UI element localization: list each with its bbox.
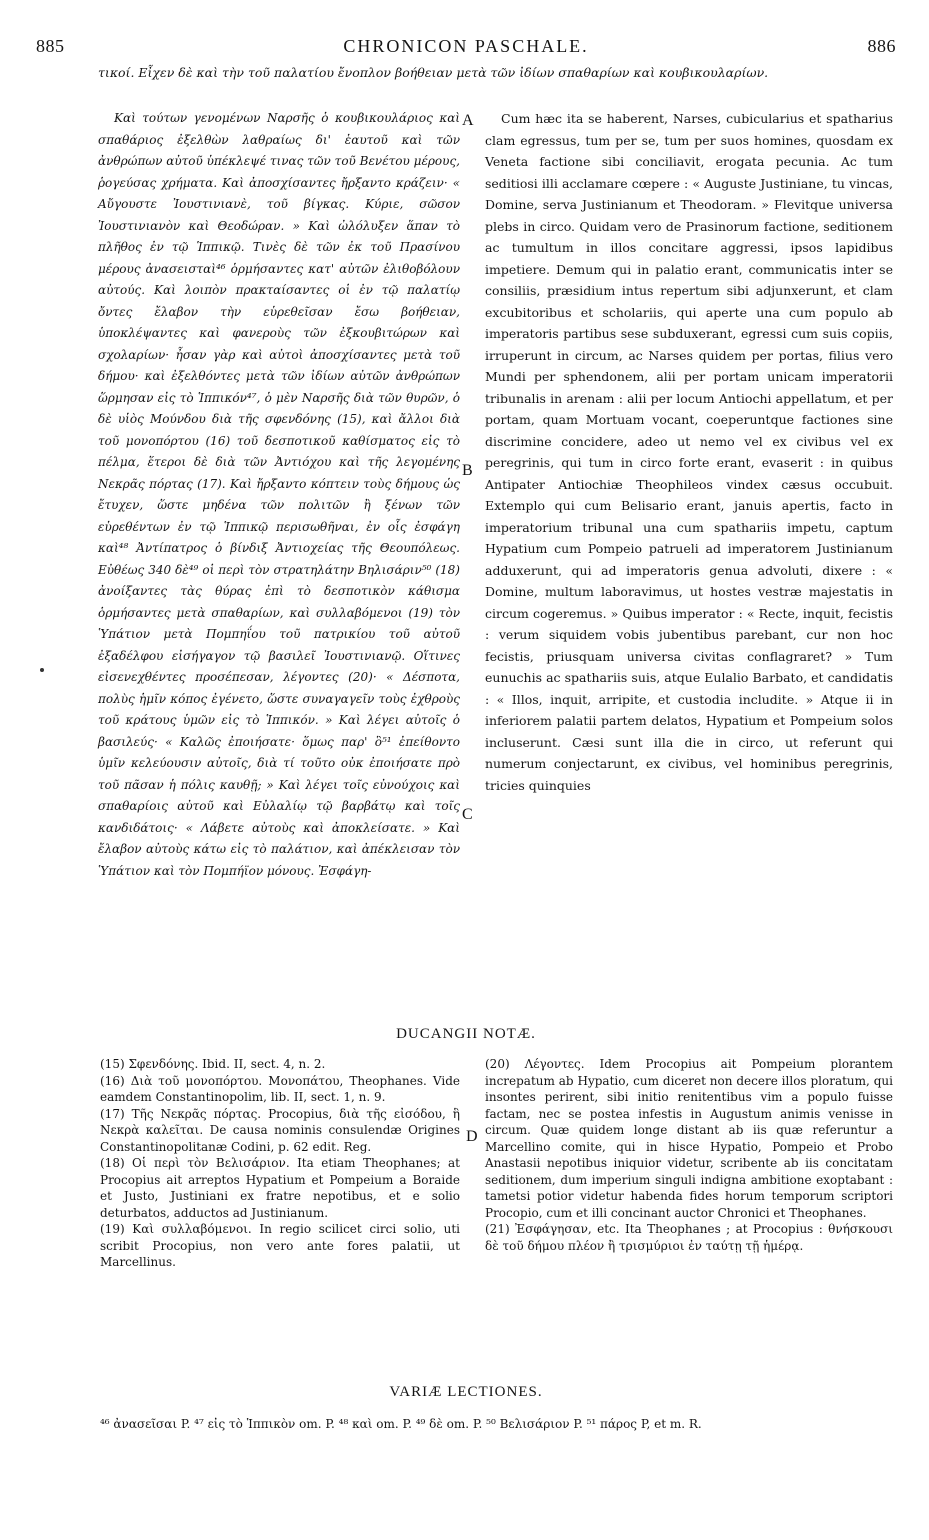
notes-heading: DUCANGII NOTÆ. — [396, 1026, 536, 1042]
intro-line: τικοί. Εἶχεν δὲ καὶ τὴν τοῦ παλατίου ἔνοπλον βοήθειαν μετὰ τῶν ἰδίων σπαθαρίων καὶ κουβικουλαρίων. — [98, 65, 769, 80]
margin-marker-c: C — [462, 806, 473, 823]
variant-readings: ⁴⁶ ἀνασεῖσαι P. ⁴⁷ εἰς τὸ Ἱππικὸν om. P. ⁴⁸ καὶ om. P. ⁴⁹ δὲ om. P. ⁵⁰ Βελισάριον P. ⁵¹ πάρος P, et m. R. — [100, 1417, 702, 1431]
note-item: (18) Οἱ περὶ τὸν Βελισάριον. Ita etiam Theophanes; at Procopius ait arreptos Hypatium et Pompeium a Boraide et Justo, Justiniani ex fratre nepotibus, et e solio deturbatos, adductos ad Justinianum. — [100, 1156, 460, 1220]
running-title: CHRONICON PASCHALE. — [343, 36, 589, 56]
page-number-right: 886 — [867, 36, 896, 56]
latin-column — [485, 108, 893, 796]
notes-right-column — [485, 1056, 893, 1254]
notes-left-column — [100, 1056, 460, 1271]
note-item: (19) Καὶ συλλαβόμενοι. In regio scilicet circi solio, uti scribit Procopius, non vero ante fores palatii, ut Marcellinus. — [100, 1222, 460, 1269]
note-item: (15) Σφενδόνης. Ibid. II, sect. 4, n. 2. — [100, 1057, 326, 1071]
margin-marker-b: B — [462, 462, 473, 479]
note-item: (17) Τῆς Νεκρᾶς πόρτας. Procopius, διὰ τῆς εἰσόδου, ἣ Νεκρὰ καλεῖται. De causa nominis consulendæ Origines Constantinopolitanæ Codini, p. 62 edit. Reg. — [100, 1106, 460, 1154]
margin-marker-d: D — [466, 1128, 478, 1145]
margin-dot — [40, 668, 44, 672]
page-number-left: 885 — [36, 36, 65, 56]
note-item: (20) Λέγοντες. Idem Procopius ait Pompeium plorantem increpatum ab Hypatio, cum diceret non decere illos ploratum, qui insontes perirent, sibi initio renitentibus vim a populo fuisse factam, nec se postea infestis in Augustum animis venisse in circum. Quæ quidem longe distant ab iis quæ referuntur a Marcellino comite, qui in hisce Hypatio, Pompeio et Probo Anastasii nepotibus iniquior videtur, scribente ab iis concitatam seditionem, dum imperium singuli indigna ambitione exoptabant : tametsi potior videtur habenda fides horum temporum scriptori Procopio, cum et illi concinant auctor Chronici et Theophanes. — [485, 1057, 893, 1220]
latin-paragraph: Cum hæc ita se haberent, Narses, cubicularius et spatharius clam egressus, tum per se, tum per suos homines, quosdam ex Veneta factione sibi conciliavit, erogata pecunia. Ac tum seditiosi illi acclamare cœpere : « Auguste Justiniane, tu vincas, Domine, serva Justinianum et Theodoram. » Flevitque universa plebs in circo. Quidam vero de Prasinorum factione, seditionem ac tumultum in illos concitare aggressi, ipsos lapidibus impetiere. Demum qui in palatio erant, communicatis inter se consiliis, præsidium intus repertum sibi adjunxerunt, et clam excubitoribus et scholariis, qui aperte una cum populo ab imperatoris partibus sese subduxerant, egressi cum suis copiis, irruperunt in circum, ac Narses quidem per portas, filius vero Mundi per sphendonem, alii per portam unicam imperatorii tribunalis in arenam : alii per locum Antiochi appellatum, et per portam, quam Mortuam vocant, coeperuntque factiones sine discrimine concidere, adeo ut nemo vel ex civibus vel ex peregrinis, qui tum in circo forte erant, evaserit : in quibus Antipater Antiochiæ Theophileos vindex cæsus occubuit. Extemplo qui cum Belisario erant, januis apertis, facto in imperatorium tribunal una cum spathariis impetu, captum Hypatium cum Pompeio patrueli ad imperatorem Justinianum adduxerunt, qui ad imperatoris genua advoluti, dixere : « Domine, multum laboravimus, ut hostes vestræ majestatis in circum cogeremus. » Quibus imperator : « Recte, inquit, fecistis : verum siquidem vobis jubentibus parebant, cur non hoc fecistis, priusquam universa civitas conflagraret? » Tum eunuchis ac spathariis suis, atque Eulalio Barbato, et candidatis : « Illos, inquit, arripite, et custodia includite. » Atque ii in inferiorem palatii partem delatos, Hypatium et Pompeium solos incluserunt. Cæsi sunt illa die in circo, ut referunt qui numerum conjectarunt, ex civibus, vel hominibus peregrinis, tricies quinquies — [485, 111, 893, 793]
variants-heading: VARIÆ LECTIONES. — [389, 1384, 543, 1400]
note-item: (16) Διὰ τοῦ μονοπόρτου. Μονοπάτου, Theophanes. Vide eamdem Constantinopolim, lib. II, sect. 1, n. 9. — [100, 1073, 460, 1104]
margin-marker-a: A — [462, 112, 474, 129]
greek-column — [98, 108, 460, 882]
greek-paragraph: Καὶ τούτων γενομένων Ναρσῆς ὁ κουβικουλάριος καὶ σπαθάριος ἐξελθὼν λαθραίως δι' ἑαυτοῦ καὶ τῶν ἀνθρώπων αὐτοῦ ὑπέκλεψέ τινας τῶν τοῦ Βενέτου μέρους, ῥογεύσας χρήματα. Καὶ ἀποσχίσαντες ἤρξαντο κράζειν· « Αὔγουστε Ἰουστινιανὲ, τοῦ βίγκας. Κύριε, σῶσον Ἰουστινιανὸν καὶ Θεοδώραν. » Καὶ ὠλόλυξεν ἅπαν τὸ πλῆθος ἐν τῷ Ἱππικῷ. Τινὲς δὲ τῶν ἐκ τοῦ Πρασίνου μέρους ἀνασεισταὶ⁴⁶ ὁρμήσαντες κατ' αὐτῶν ἐλιθοβόλουν αὐτούς. Καὶ λοιπὸν πρακταίσαντες οἱ ἐν τῷ παλατίῳ ὄντες ἔλαβον τὴν εὑρεθεῖσαν ἔσω βοήθειαν, ὑποκλέψαντες καὶ φανεροὺς τῶν ἐξκουβιτώρων καὶ σχολαρίων· ἦσαν γὰρ καὶ αὐτοὶ ἀποσχίσαντες μετὰ τοῦ δήμου· καὶ ἐξελθόντες μετὰ τῶν ἰδίων αὐτῶν ἀνθρώπων ὥρμησαν εἰς τὸ Ἱππικόν⁴⁷, ὁ μὲν Ναρσῆς διὰ τῶν θυρῶν, ὁ δὲ υἱὸς Μούνδου διὰ τῆς σφενδόνης (15), καὶ ἄλλοι διὰ τοῦ μονοπόρτου (16) τοῦ δεσποτικοῦ καθίσματος εἰς τὸ πέλμα, ἕτεροι δὲ διὰ τῶν Ἀντιόχου καὶ τῆς λεγομένης Νεκρᾶς πόρτας (17). Καὶ ἤρξαντο κόπτειν τοὺς δήμους ὡς ἔτυχεν, ὥστε μηδένα τῶν πολιτῶν ἢ ξένων τῶν εὑρεθέντων ἐν τῷ Ἱππικῷ περισωθῆναι, ἐν οἷς ἐσφάγη καὶ⁴⁸ Ἀντίπατρος ὁ βίνδιξ Ἀντιοχείας τῆς Θεουπόλεως. Εὐθέως 340 δὲ⁴⁹ οἱ περὶ τὸν στρατηλάτην Βηλισάριν⁵⁰ (18) ἀνοίξαντες τὰς θύρας ἐπὶ τὸ δεσποτικὸν κάθισμα ὁρμήσαντες μετὰ σπαθαρίων, καὶ συλλαβόμενοι (19) τὸν Ὑπάτιον μετὰ Πομπηΐου τοῦ πατρικίου τοῦ αὐτοῦ ἐξαδέλφου εἰσήγαγον τῷ βασιλεῖ Ἰουστινιανῷ. Οἵτινες εἰσενεχθέντες προσέπεσαν, λέγοντες (20)· « Δέσποτα, πολὺς ἡμῖν κόπος ἐγένετο, ὥστε συναγαγεῖν τοὺς ἐχθροὺς τοῦ κράτους ὑμῶν εἰς τὸ Ἱππικόν. » Καὶ λέγει αὐτοῖς ὁ βασιλεύς· « Καλῶς ἐποιήσατε· ὅμως παρ' ὃ⁵¹ ἐπείθοντο ὑμῖν κελεύουσιν αὐτοῖς, διὰ τί τοῦτο οὐκ ἐποιήσατε πρὸ τοῦ πᾶσαν ἡ πόλις καυθῇ; » Καὶ λέγει τοῖς εὐνούχοις καὶ σπαθαρίοις αὐτοῦ καὶ Εὐλαλίῳ τῷ βαρβάτῳ καὶ τοῖς κανδιδάτοις· « Λάβετε αὐτοὺς καὶ ἀποκλείσατε. » Καὶ ἔλαβον αὐτοὺς κάτω εἰς τὸ παλάτιον, καὶ ἀπέκλεισαν τὸν Ὑπάτιον καὶ τὸν Πομπήϊον μόνους. Ἐσφάγη- — [98, 111, 460, 878]
note-item: (21) Ἐσφάγησαν, etc. Ita Theophanes ; at Procopius : θνήσκουσι δὲ τοῦ δήμου πλέον ἢ τρισμύριοι ἐν ταύτῃ τῇ ἡμέρᾳ. — [485, 1222, 893, 1253]
